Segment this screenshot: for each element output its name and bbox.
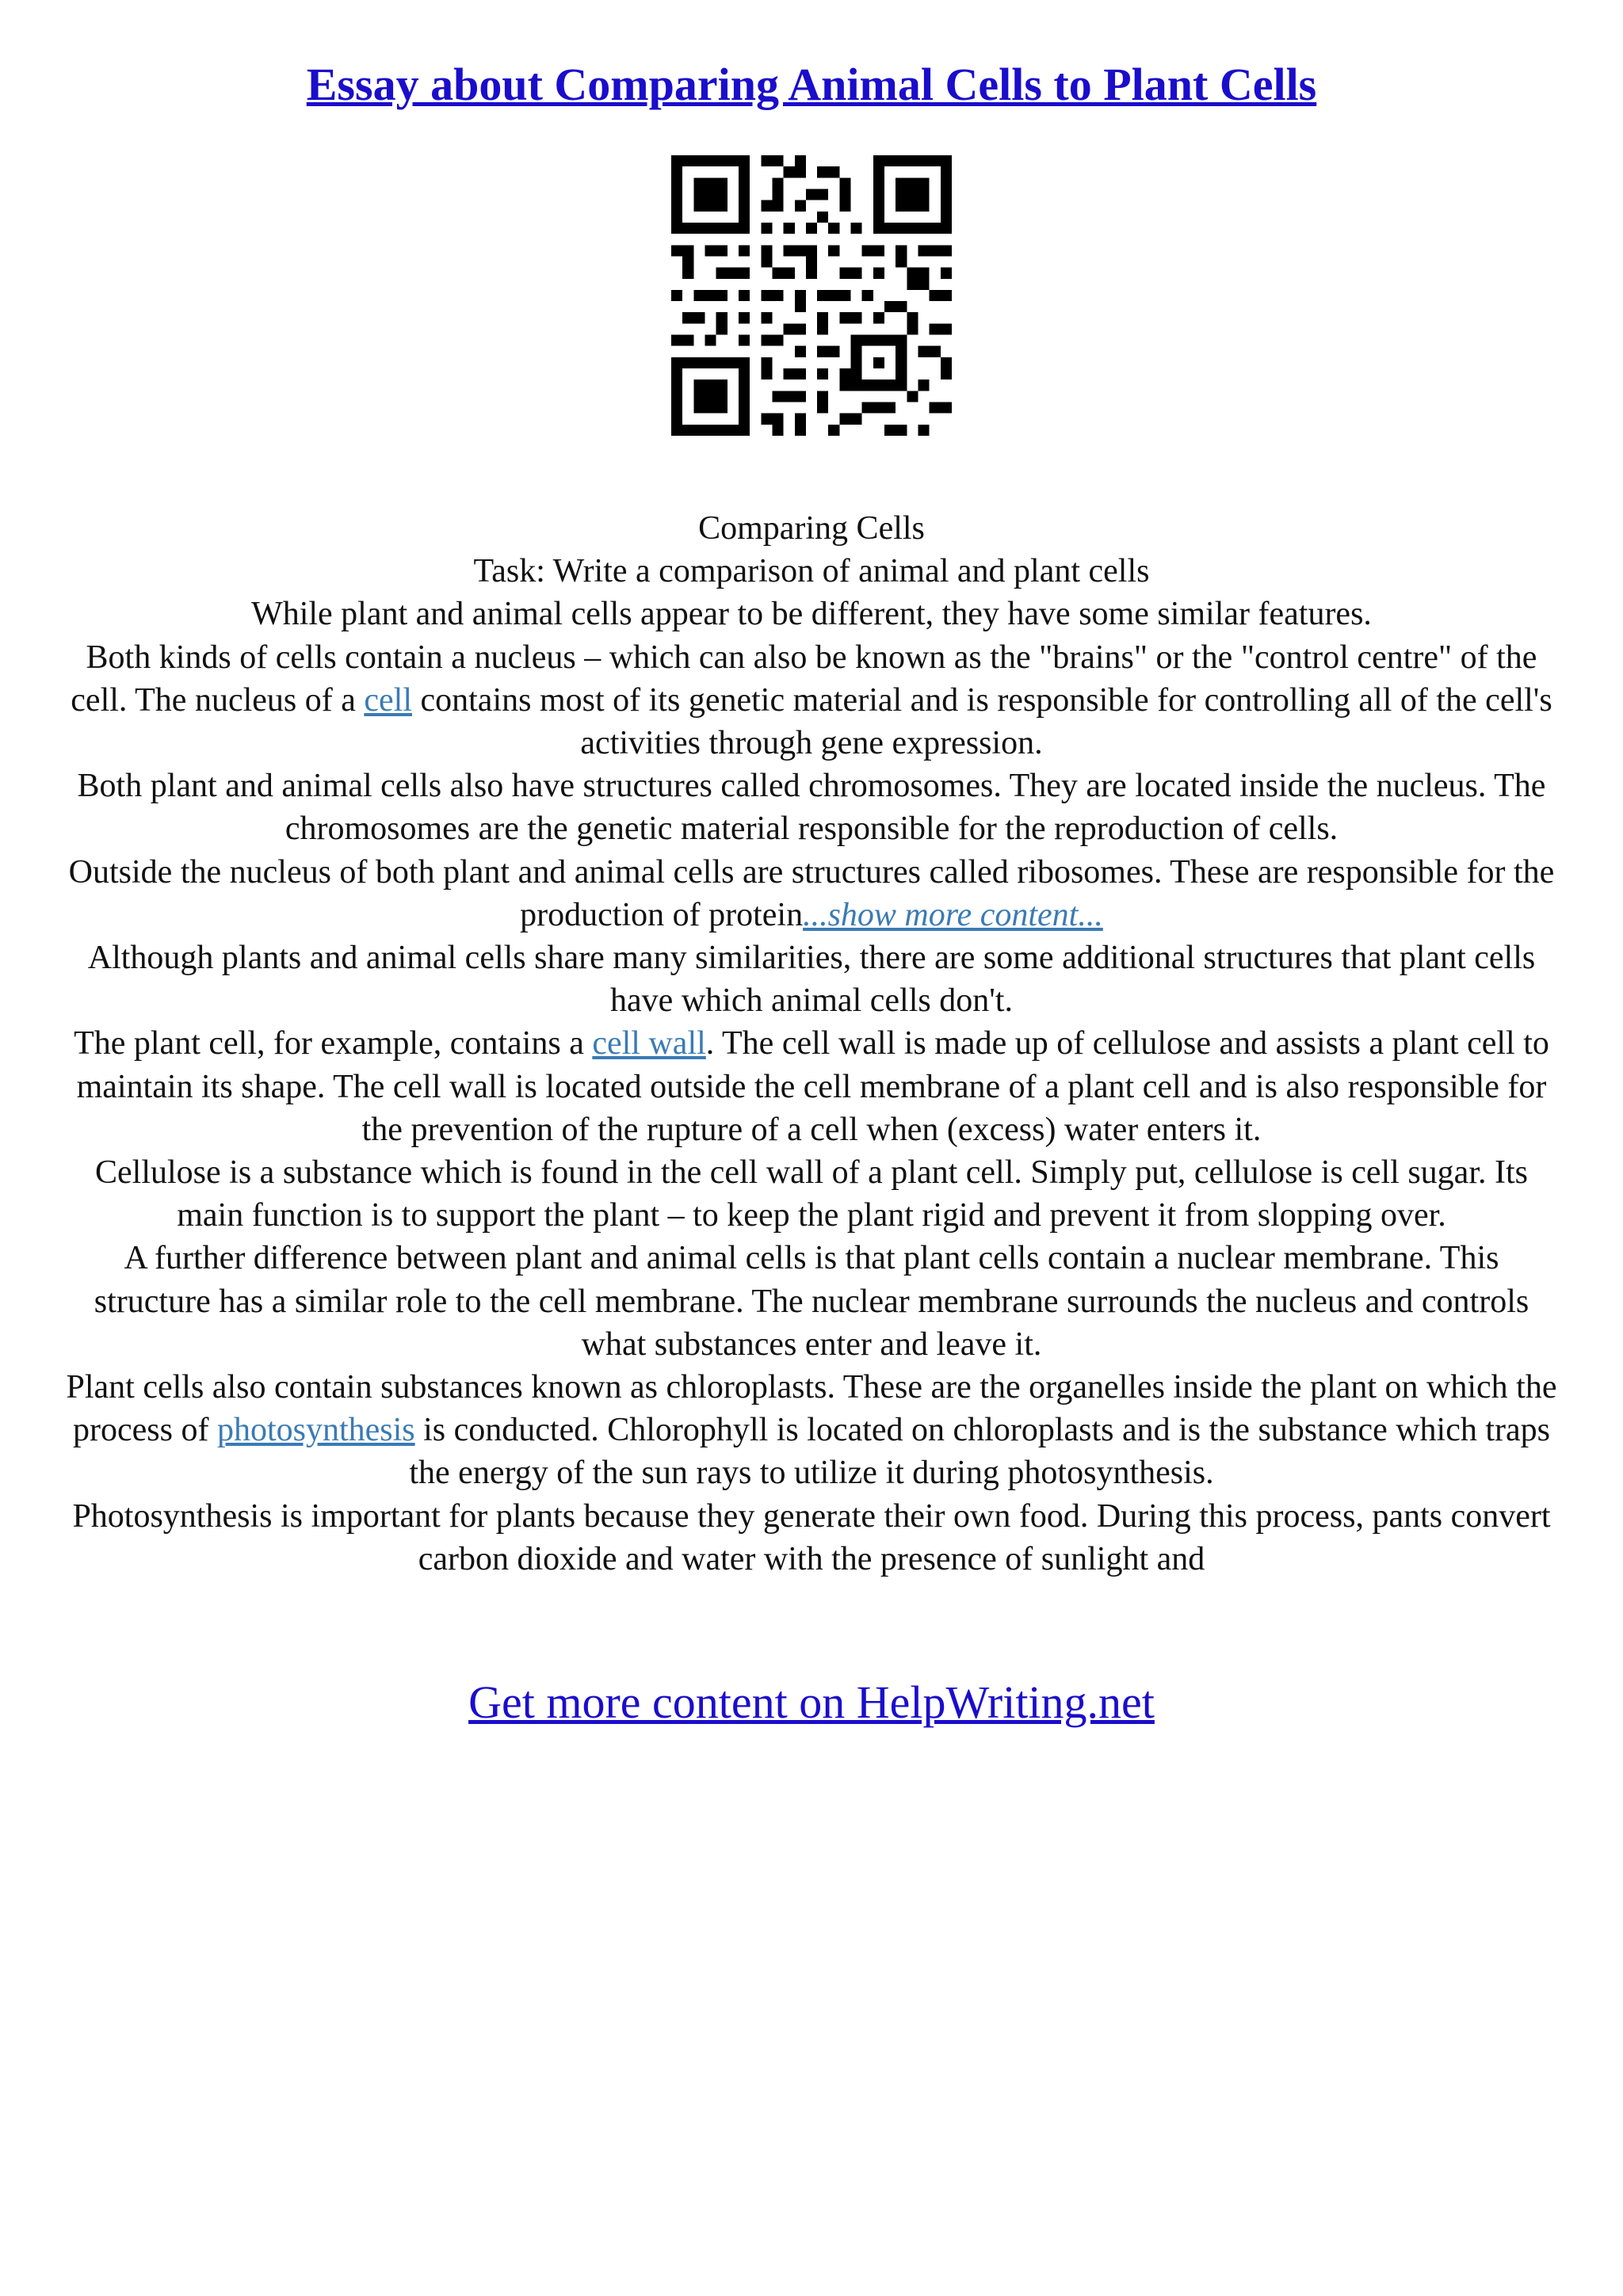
- get-more-content-link[interactable]: Get more content on HelpWriting.net: [468, 1676, 1155, 1728]
- essay-paragraph: [63, 636, 1560, 765]
- show-more-link[interactable]: ...show more content...: [803, 896, 1103, 933]
- essay-paragraph: Photosynthesis is important for plants because they generate their own food. During this process, pants convert carbon dioxide and water with the presence of sunlight and: [72, 1497, 1551, 1577]
- essay-paragraph: [63, 1022, 1560, 1151]
- essay-paragraph: Cellulose is a substance which is found in the cell wall of a plant cell. Simply put, cellulose is cell sugar. Its main function is to support the plant – to keep the plant rigid and prevent it from slopping over.: [95, 1154, 1528, 1234]
- paragraph-text: . The cell wall is made up of cellulose and assists a plant cell to maintain its shape. The cell wall is located outside the cell membrane of a plant cell and is also responsible for the prevention of the rupture of a cell when (excess) water enters it.: [76, 1025, 1549, 1148]
- qr-code-graphic: [671, 155, 952, 436]
- paragraph-text: Plant cells also contain substances known as chloroplasts. These are the organelles inside the plant on which the process of: [66, 1369, 1557, 1449]
- cell-wall-link[interactable]: cell wall: [592, 1025, 706, 1062]
- paragraph-text: The plant cell, for example, contains a: [74, 1025, 593, 1062]
- paragraph-text: is conducted. Chlorophyll is located on chloroplasts and is the substance which traps the energy of the sun rays to utilize it during photosynthesis.: [409, 1412, 1551, 1492]
- photosynthesis-link[interactable]: photosynthesis: [216, 1412, 415, 1449]
- paragraph-text: Both kinds of cells contain a nucleus – which can also be known as the "brains" or the "control centre" of the cell. The nucleus of a: [71, 639, 1537, 719]
- essay-paragraph: Both plant and animal cells also have structures called chromosomes. They are located inside the nucleus. The chromosomes are the genetic material responsible for the reproduction of cells.: [77, 768, 1546, 848]
- essay-task: Task: Write a comparison of animal and plant cells: [473, 553, 1150, 590]
- cell-link[interactable]: cell: [364, 681, 412, 719]
- essay-paragraph: Although plants and animal cells share many similarities, there are some additional structures that plant cells have which animal cells don't.: [87, 940, 1536, 1020]
- paragraph-text: contains most of its genetic material and is responsible for controlling all of the cell's activities through gene expression.: [412, 681, 1552, 762]
- essay-paragraph: [63, 1366, 1560, 1495]
- paragraph-text: Outside the nucleus of both plant and animal cells are structures called ribosomes. These are responsible for the production of protein: [68, 853, 1555, 933]
- essay-paragraph: A further difference between plant and animal cells is that plant cells contain a nuclear membrane. This structure has a similar role to the cell membrane. The nuclear membrane surrounds the nucleus and controls what substances enter and leave it.: [94, 1240, 1529, 1363]
- essay-title-link[interactable]: Essay about Comparing Animal Cells to Plant Cells: [306, 59, 1317, 110]
- essay-paragraph: While plant and animal cells appear to be different, they have some similar features.: [251, 596, 1372, 633]
- essay-heading: Comparing Cells: [698, 510, 925, 547]
- qr-code-icon: [671, 155, 952, 436]
- essay-body: [63, 507, 1560, 1581]
- essay-paragraph: [63, 851, 1560, 936]
